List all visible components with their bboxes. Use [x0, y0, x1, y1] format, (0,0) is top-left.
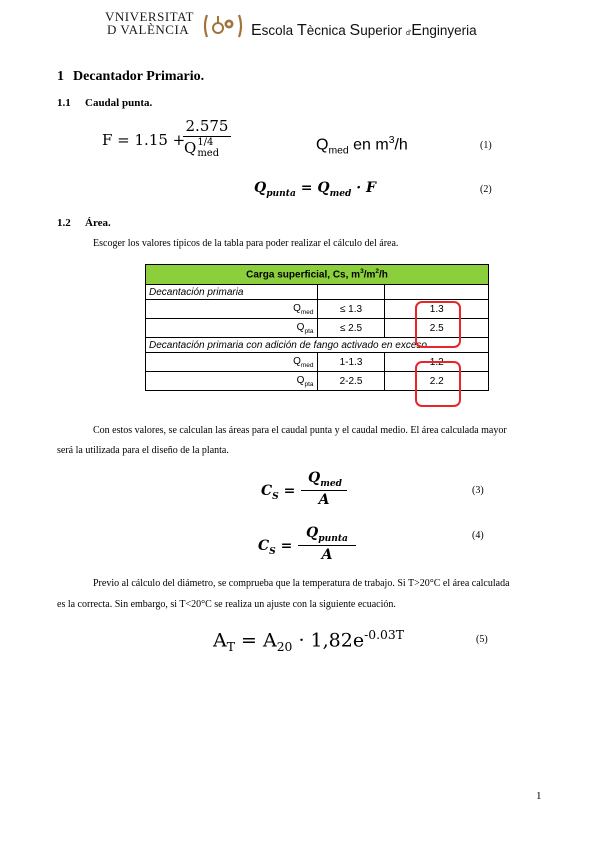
subsection-2-heading: 1.2 Área.	[57, 217, 111, 229]
equation-2: $Q_{punta} = Q_{med} \cdot F$	[254, 180, 376, 199]
table-row-range: 2-2.5	[317, 372, 385, 391]
table-row-label: $Q_{pta}$	[146, 372, 318, 391]
table-row-value: 2.2	[385, 372, 489, 391]
table-row-value: 1.2	[385, 353, 489, 372]
paragraph-3-line-2: es la correcta. Sin embargo, si T<20°C se realiza un ajuste con la siguiente ecuación.	[57, 599, 396, 610]
equation-2-number: (2)	[480, 184, 492, 195]
equation-4-number: (4)	[472, 530, 484, 541]
paragraph-1: Escoger los valores típicos de la tabla para poder realizar el cálculo del área.	[93, 238, 399, 249]
table-row-value: 1.3	[385, 300, 489, 319]
paragraph-3-line-1: Previo al cálculo del diámetro, se comprueba que la temperatura de trabajo. Si T>20°C el área calculada	[93, 578, 510, 589]
subsection-1-heading: 1.1 Caudal punta.	[57, 97, 153, 109]
table-section-row	[146, 285, 489, 300]
page-number: 1	[536, 790, 542, 802]
table-header-cell: Carga superficial, Cs, $m^3/m^2/h$	[146, 265, 489, 285]
university-line-2: D VALÈNCIA	[107, 22, 190, 37]
table-section-title: Decantación primaria con adición de fango activado en exceso	[146, 338, 489, 353]
equation-5-number: (5)	[476, 634, 488, 645]
fraction-bar	[301, 490, 347, 491]
equation-3: $C_S$ = $Q_{med}$ A	[261, 470, 351, 510]
university-logo-text	[105, 10, 201, 36]
highlight-box-primary	[415, 301, 461, 348]
table-row-label: $Q_{med}$	[146, 353, 318, 372]
equation-4: $C_S$ = $Q_{punta}$ A	[258, 525, 358, 565]
section-heading	[57, 69, 204, 85]
highlight-box-activated-sludge	[415, 361, 461, 407]
table-row-label: $Q_{med}$	[146, 300, 318, 319]
university-line-1: VNIVERSITAT	[105, 9, 194, 24]
school-name: Escola Tècnica Superior d'Enginyeria	[251, 22, 477, 39]
university-emblem-icon	[203, 13, 243, 39]
table-row-value: 2.5	[385, 319, 489, 338]
equation-1-unit: $Q_{med}$ en $m^3/h$	[316, 135, 408, 157]
table-section-title: Decantación primaria	[146, 285, 318, 300]
table-header-row	[146, 265, 489, 285]
section-title: Decantador Primario.	[73, 69, 205, 84]
paragraph-2-line-2: será la utilizada para el diseño de la planta.	[57, 445, 229, 456]
fraction-bar	[298, 545, 356, 546]
equation-3-number: (3)	[472, 485, 484, 496]
equation-1: F = 1.15 + 2.575 Q 1/4 med	[102, 117, 252, 163]
section-number: 1	[57, 69, 64, 84]
equation-1-number: (1)	[480, 140, 492, 151]
table-row-range: 1-1.3	[317, 353, 385, 372]
equation-5: $A_T = A_{20} \cdot 1,82e^{-0.03T}$	[213, 628, 404, 655]
table-row-label: $Q_{pta}$	[146, 319, 318, 338]
table-row-range: ≤ 2.5	[317, 319, 385, 338]
paragraph-2-line-1: Con estos valores, se calculan las áreas para el caudal punta y el caudal medio. El área calculada mayor	[93, 425, 507, 436]
table-row-range: ≤ 1.3	[317, 300, 385, 319]
